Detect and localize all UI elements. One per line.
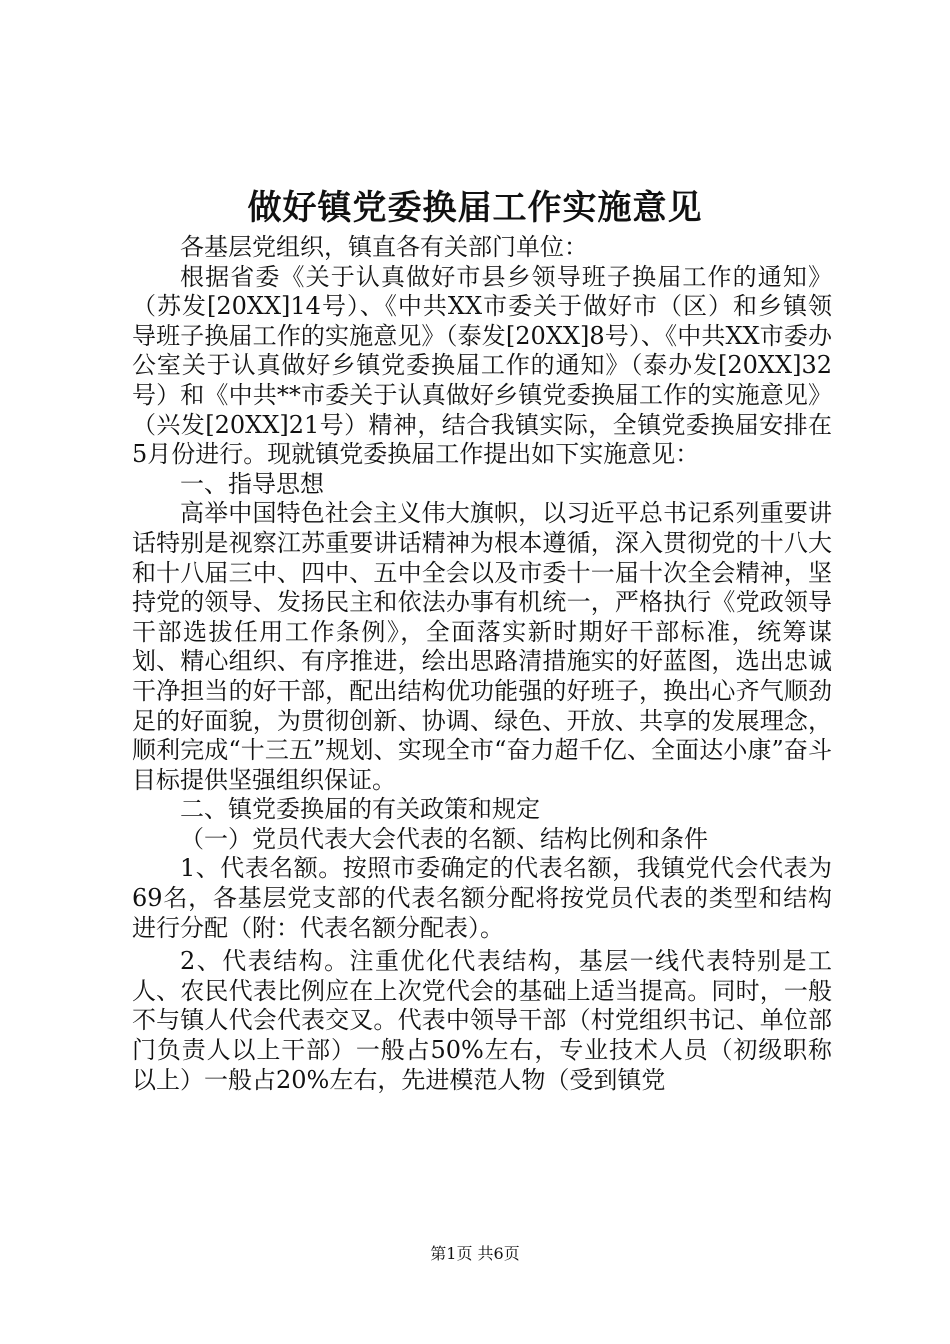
delegate-structure-paragraph: 2、代表结构。注重优化代表结构，基层一线代表特别是工人、农民代表比例应在上次党代会的基础上适当提高。同时，一般不与镇人代会代表交叉。代表中领导干部（村党组织书记、单位部门负责人以上干部）一般占50%左右，专业技术人员（初级职称以上）一般占20%左右，先进模范人物（受到镇党 <box>132 947 832 1094</box>
subsection-heading-delegates: （一）党员代表大会代表的名额、结构比例和条件 <box>180 824 708 853</box>
document-body <box>132 233 832 1095</box>
section-heading-guiding-ideology: 一、指导思想 <box>180 469 324 498</box>
salutation-paragraph: 各基层党组织，镇直各有关部门单位： <box>180 233 588 261</box>
intro-paragraph: 根据省委《关于认真做好市县乡领导班子换届工作的通知》（苏发[20XX]14号）、《中共XX市委关于做好市（区）和乡镇领导班子换届工作的实施意见》（泰发[20XX]8号）、《中共XX市委办公室关于认真做好乡镇党委换届工作的通知》（泰办发[20XX]32号）和《中共**市委关于认真做好乡镇党委换届工作的实施意见》（兴发[20XX]21号）精神，结合我镇实际，全镇党委换届安排在5月份进行。现就镇党委换届工作提出如下实施意见： <box>132 262 832 469</box>
guiding-ideology-paragraph: 高举中国特色社会主义伟大旗帜，以习近平总书记系列重要讲话特别是视察江苏重要讲话精神为根本遵循，深入贯彻党的十八大和十八届三中、四中、五中全会以及市委十一届十次全会精神，坚持党的领导、发扬民主和依法办事有机统一，严格执行《党政领导干部选拔任用工作条例》，全面落实新时期好干部标准，统筹谋划、精心组织、有序推进，绘出思路清措施实的好蓝图，选出忠诚干净担当的好干部，配出结构优功能强的好班子，换出心齐气顺劲足的好面貌，为贯彻创新、协调、绿色、开放、共享的发展理念，顺利完成“十三五”规划、实现全市“奋力超千亿、全面达小康”奋斗目标提供坚强组织保证。 <box>132 499 832 794</box>
delegate-quota-paragraph: 1、代表名额。按照市委确定的代表名额，我镇党代会代表为69名，各基层党支部的代表名额分配将按党员代表的类型和结构进行分配（附：代表名额分配表）。 <box>132 854 832 942</box>
section-heading-policies: 二、镇党委换届的有关政策和规定 <box>180 795 540 824</box>
page-footer: 第1页 共6页 <box>430 1244 520 1263</box>
document-title: 做好镇党委换届工作实施意见 <box>247 188 703 228</box>
